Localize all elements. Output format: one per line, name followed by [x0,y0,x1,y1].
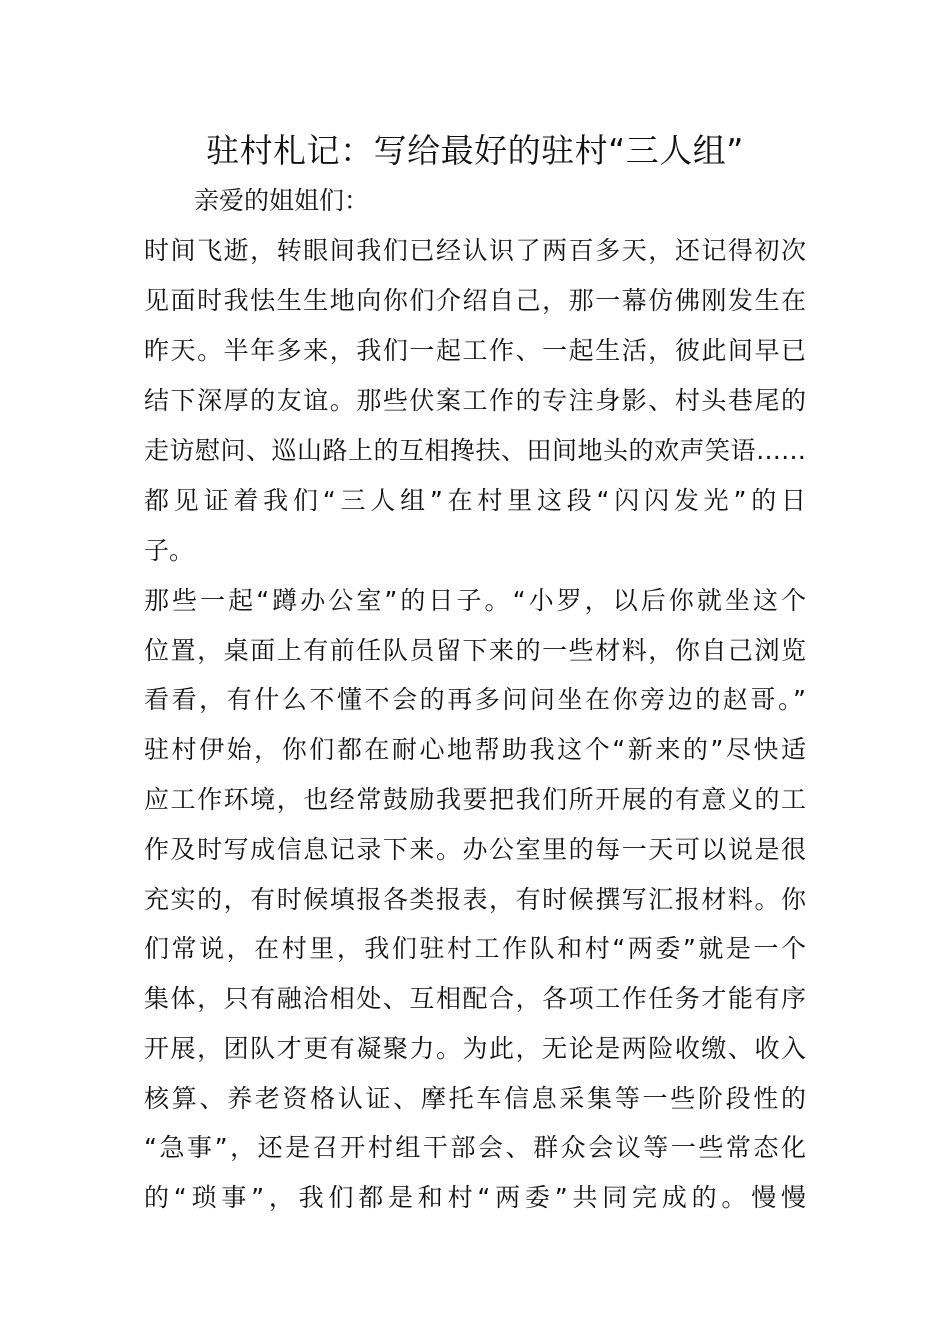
body-line: 核算、养老资格认证、摩托车信息采集等一些阶段性的 [144,1084,806,1113]
body-line: 位置，桌面上有前任队员留下来的一些材料，你自己浏览 [144,636,806,665]
body-line: 们常说，在村里，我们驻村工作队和村“两委”就是一个 [144,934,806,963]
body-line: 那些一起“蹲办公室”的日子。“小罗，以后你就坐这个 [144,586,806,615]
body-line: 子。 [144,536,195,565]
body-line: 集体，只有融洽相处、互相配合，各项工作任务才能有序 [144,984,806,1013]
body-line: 走访慰问、巡山路上的互相搀扶、田间地头的欢声笑语…… [144,436,806,465]
body-line: 作及时写成信息记录下来。办公室里的每一天可以说是很 [144,835,806,864]
body-line: 时间飞逝，转眼间我们已经认识了两百多天，还记得初次 [144,236,806,265]
document-title: 驻村札记：写给最好的驻村“三人组” [206,131,744,170]
body-line: 看看，有什么不懂不会的再多问问坐在你旁边的赵哥。” [144,685,806,714]
salutation: 亲爱的姐姐们： [194,186,370,215]
body-line: 昨天。半年多来，我们一起工作、一起生活，彼此间早已 [144,336,806,365]
body-line: 充实的，有时候填报各类报表，有时候撰写汇报材料。你 [144,885,806,914]
body-line: 都见证着我们“三人组”在村里这段“闪闪发光”的日 [144,486,806,515]
body-line: 驻村伊始，你们都在耐心地帮助我这个“新来的”尽快适 [144,735,806,764]
body-line: 开展，团队才更有凝聚力。为此，无论是两险收缴、收入 [144,1034,806,1063]
body-line: 见面时我怯生生地向你们介绍自己，那一幕仿佛刚发生在 [144,286,806,315]
body-line: 应工作环境，也经常鼓励我要把我们所开展的有意义的工 [144,785,806,814]
body-line: 的“琐事”，我们都是和村“两委”共同完成的。慢慢 [144,1183,806,1212]
body-line: 结下深厚的友谊。那些伏案工作的专注身影、村头巷尾的 [144,386,806,415]
body-line: “急事”，还是召开村组干部会、群众会议等一些常态化 [144,1133,806,1162]
